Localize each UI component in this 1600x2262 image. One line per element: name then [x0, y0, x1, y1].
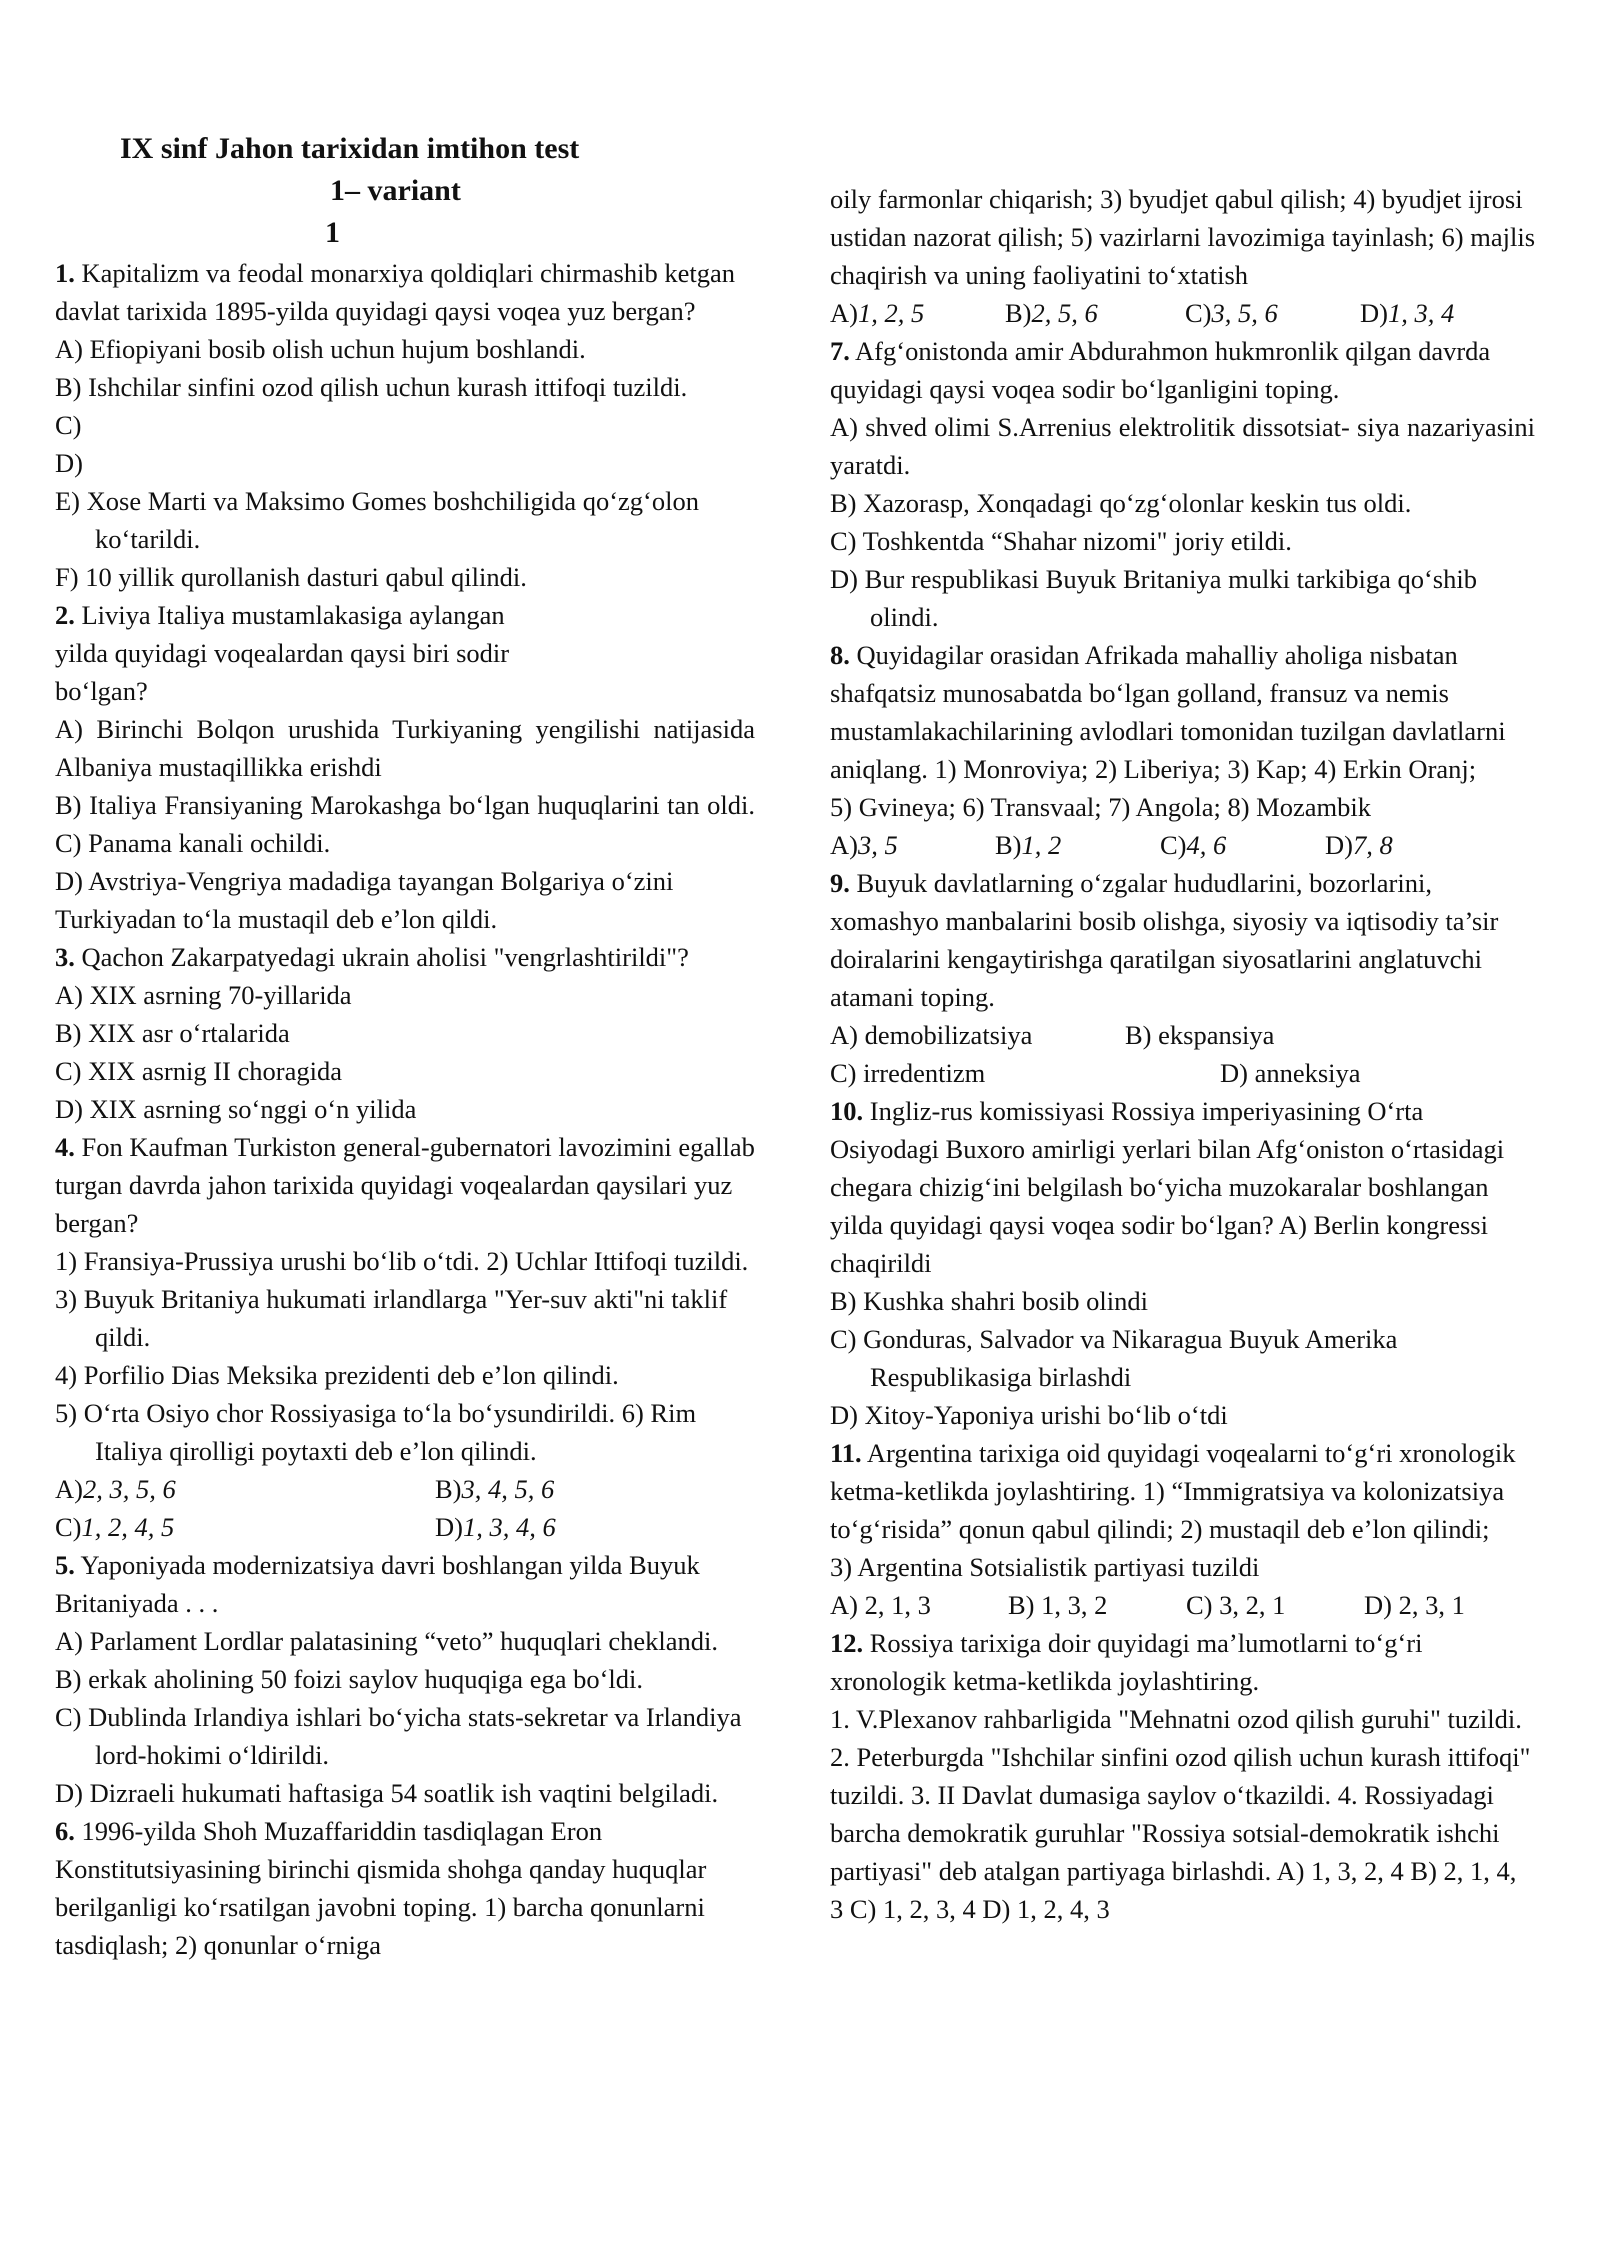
question-text: Afg‘onistonda amir Abdurahmon hukmronlik qilgan davrda quyidagi qaysi voqea sodir bo‘lganligini toping.: [830, 336, 1491, 404]
option-b: B) Kushka shahri bosib olindi: [830, 1286, 1148, 1316]
option-b: B) Ishchilar sinfini ozod qilish uchun kurash ittifoqi tuzildi.: [55, 372, 688, 402]
question-3: [55, 938, 755, 1128]
option-a: A) Parlament Lordlar palatasining “veto” huquqlari cheklandi.: [55, 1626, 719, 1656]
option-c: C) irredentizm: [830, 1058, 986, 1088]
option-c: C)1, 2, 4, 5: [55, 1512, 175, 1542]
question-text: Yaponiyada modernizatsiya davri boshlangan yilda Buyuk Britaniyada . . .: [55, 1550, 700, 1618]
option-d: D)7, 8: [1325, 830, 1393, 860]
question-number: 11.: [830, 1438, 862, 1468]
question-number: 9.: [830, 868, 850, 898]
option-b: B)2, 5, 6: [1005, 298, 1098, 328]
item-4: 4) Porfilio Dias Meksika prezidenti deb e’lon qilindi.: [55, 1360, 619, 1390]
question-items-line: 5) Gvineya; 6) Transvaal; 7) Angola; 8) Mozambik: [830, 792, 1371, 822]
option-c: C): [55, 410, 82, 440]
option-a: A)2, 3, 5, 6: [55, 1474, 176, 1504]
option-d: D)1, 3, 4, 6: [435, 1512, 556, 1542]
option-a: A)3, 5: [830, 830, 898, 860]
option-d: D) Avstriya-Vengriya madadiga tayangan Bolgariya o‘zini Turkiyadan to‘la mustaqil deb e’lon qildi.: [55, 866, 674, 934]
option-d: D) anneksiya: [1220, 1058, 1361, 1088]
option-c: C) Dublinda Irlandiya ishlari bo‘yicha stats-sekretar va Irlandiya lord-hokimi o‘ldirildi.: [55, 1702, 742, 1770]
question-number: 1.: [55, 258, 75, 288]
option-c: C) XIX asrnig II choragida: [55, 1056, 342, 1086]
question-text: Quyidagilar orasidan Afrikada mahalliy aholiga nisbatan shafqatsiz munosabatda bo‘lgan golland, fransuz va nemis mustamlakachilarining avlodlari tomonidan tuzilgan davlatlarni aniqlang. 1) Monroviya; 2) Liberiya; 3) Kap; 4) Erkin Oranj;: [830, 640, 1506, 784]
question-body-and-options: 1. V.Plexanov rahbarligida "Mehnatni ozod qilish guruhi" tuzildi. 2. Peterburgda "Ishchilar sinfini ozod qilish uchun kurash ittifoqi" tuzildi. 3. II Davlat dumasiga saylov o‘tkazildi. 4. Rossiyadagi barcha demokratik guruhlar "Rossiya sotsial-demokratik ishchi partiyasi" deb atalgan partiyaga birlashdi. A) 1, 3, 2, 4 B) 2, 1, 4, 3 C) 1, 2, 3, 4 D) 1, 2, 4, 3: [830, 1704, 1531, 1924]
question-item-3: 3) Argentina Sotsialistik partiyasi tuzildi: [830, 1552, 1260, 1582]
question-text: Liviya Italiya mustamlakasiga aylangan: [74, 600, 505, 630]
variant-label: 1– variant: [330, 174, 461, 207]
option-d: D): [55, 448, 83, 478]
question-number: 6.: [55, 1816, 75, 1846]
option-b: B)1, 2: [995, 830, 1062, 860]
question-text: Rossiya tarixiga doir quyidagi ma’lumotlarni to‘g‘ri xronologik ketma-ketlikda joylashtiring.: [830, 1628, 1423, 1696]
option-c: C) Toshkentda “Shahar nizomi" joriy etildi.: [830, 526, 1292, 556]
item-3: 3) Buyuk Britaniya hukumati irlandlarga "Yer-suv akti"ni taklif qildi.: [55, 1284, 728, 1352]
question-text-line: yilda quyidagi voqealardan qaysi biri sodir: [55, 638, 510, 668]
option-c: C) Gonduras, Salvador va Nikaragua Buyuk Amerika Respublikasiga birlashdi: [830, 1324, 1398, 1392]
question-number: 2.: [55, 600, 75, 630]
options-row-2: [830, 1054, 1535, 1092]
variant-number: 1: [325, 216, 340, 249]
option-a: A) Birinchi Bolqon urushida Turkiyaning yengilishi natijasida Albaniya mustaqillikka erishdi: [55, 714, 755, 782]
options-row: [830, 1586, 1535, 1624]
question-number: 10.: [830, 1096, 864, 1126]
left-column: [55, 128, 755, 1964]
question-10: [830, 1092, 1535, 1434]
question-number: 5.: [55, 1550, 75, 1580]
question-number: 3.: [55, 942, 75, 972]
question-text: Fon Kaufman Turkiston general-gubernatori lavozimini egallab turgan davrda jahon tarixida quyidagi voqealardan qaysilari yuz bergan?: [55, 1132, 755, 1238]
right-column: [830, 180, 1535, 1928]
option-a: A) demobilizatsiya: [830, 1020, 1033, 1050]
question-text: Argentina tarixiga oid quyidagi voqealarni to‘g‘ri xronologik ketma-ketlikda joylashtiring. 1) “Immigratsiya va kolonizatsiya to‘g‘risida” qonun qabul qilindi; 2) mustaqil deb e’lon qilindi;: [830, 1438, 1516, 1544]
option-a: A) XIX asrning 70-yillarida: [55, 980, 352, 1010]
question-text: Kapitalizm va feodal monarxiya qoldiqlari chirmashib ketgan davlat tarixida 1895-yilda quyidagi qaysi voqea yuz bergan?: [55, 258, 735, 326]
option-a: A) Efiopiyani bosib olish uchun hujum boshlandi.: [55, 334, 586, 364]
question-11: [830, 1434, 1535, 1624]
options-row: [830, 826, 1535, 864]
option-a: A) shved olimi S.Arrenius elektrolitik dissotsiat- siya nazariyasini yaratdi.: [830, 412, 1535, 480]
question-8: [830, 636, 1535, 864]
option-d: D) Bur respublikasi Buyuk Britaniya mulki tarkibiga qo‘shib olindi.: [830, 564, 1477, 632]
option-f: F) 10 yillik qurollanish dasturi qabul qilindi.: [55, 562, 527, 592]
option-a: A) 2, 1, 3: [830, 1590, 931, 1620]
question-2: [55, 596, 755, 938]
exam-title: IX sinf Jahon tarixidan imtihon test: [120, 132, 580, 165]
question-5: [55, 1546, 755, 1812]
item-1-2: 1) Fransiya-Prussiya urushi bo‘lib o‘tdi. 2) Uchlar Ittifoqi tuzildi.: [55, 1246, 749, 1276]
question-number: 7.: [830, 336, 850, 366]
question-text: 1996-yilda Shoh Muzaffariddin tasdiqlagan Eron Konstitutsiyasining birinchi qismida shohga qanday huquqlar berilganligi ko‘rsatilgan javobni toping. 1) barcha qonunlarni tasdiqlash; 2) qonunlar o‘rniga: [55, 1816, 707, 1960]
options-row-1: [55, 1470, 755, 1508]
question-9: [830, 864, 1535, 1092]
option-b: B) 1, 3, 2: [1008, 1590, 1108, 1620]
question-7: [830, 332, 1535, 636]
question-text-line: bo‘lgan?: [55, 676, 148, 706]
question-12: [830, 1624, 1535, 1928]
question-1: [55, 254, 755, 596]
question-text: Qachon Zakarpatyedagi ukrain aholisi "vengrlashtirildi"?: [74, 942, 689, 972]
option-c: C)4, 6: [1160, 830, 1227, 860]
option-b: B)3, 4, 5, 6: [435, 1474, 555, 1504]
option-d: D) 2, 3, 1: [1364, 1590, 1465, 1620]
question-text: Ingliz-rus komissiyasi Rossiya imperiyasining O‘rta Osiyodagi Buxoro amirligi yerlari bilan Afg‘oniston o‘rtasidagi chegara chizig‘ini belgilash bo‘yicha muzokaralar boshlangan yilda quyidagi qaysi voqea sodir bo‘lgan? A) Berlin kongressi chaqirildi: [830, 1096, 1505, 1278]
question-6: [55, 1812, 755, 1964]
option-b: B) ekspansiya: [1125, 1020, 1275, 1050]
options-row-1: [830, 1016, 1535, 1054]
question-6-continued: [830, 180, 1535, 332]
option-d: D) XIX asrning so‘nggi o‘n yilida: [55, 1094, 417, 1124]
option-b: B) Xazorasp, Xonqadagi qo‘zg‘olonlar keskin tus oldi.: [830, 488, 1412, 518]
option-c: C)3, 5, 6: [1185, 298, 1278, 328]
options-row-2: [55, 1508, 755, 1546]
option-c: C) 3, 2, 1: [1186, 1590, 1286, 1620]
option-b: B) erkak aholining 50 foizi saylov huquqiga ega bo‘ldi.: [55, 1664, 644, 1694]
question-number: 8.: [830, 640, 850, 670]
option-b: B) XIX asr o‘rtalarida: [55, 1018, 290, 1048]
question-text: Buyuk davlatlarning o‘zgalar hududlarini, bozorlarini, xomashyo manbalarini bosib olishga, siyosiy va iqtisodiy ta’sir doiralarini kengaytirishga qaratilgan siyosatlarini anglatuvchi atamani toping.: [830, 868, 1499, 1012]
question-text-continued: oily farmonlar chiqarish; 3) byudjet qabul qilish; 4) byudjet ijrosi ustidan nazorat qilish; 5) vazirlarni lavozimiga tayinlash; 6) majlis chaqirish va uning faoliyatini to‘xtatish: [830, 184, 1536, 290]
option-a: A)1, 2, 5: [830, 298, 925, 328]
option-e: E) Xose Marti va Maksimo Gomes boshchiligida qo‘zg‘olon ko‘tarildi.: [55, 486, 699, 554]
option-d: D)1, 3, 4: [1360, 298, 1455, 328]
question-number: 12.: [830, 1628, 864, 1658]
option-b-c: B) Italiya Fransiyaning Marokashga bo‘lgan huquqlarini tan oldi. C) Panama kanali ochildi.: [55, 790, 755, 858]
option-d: D) Xitoy-Yaponiya urishi bo‘lib o‘tdi: [830, 1400, 1228, 1430]
options-row: [830, 294, 1535, 332]
item-5-6: 5) O‘rta Osiyo chor Rossiyasiga to‘la bo‘ysundirildi. 6) Rim Italiya qirolligi poytaxti deb e’lon qilindi.: [55, 1398, 697, 1466]
option-d: D) Dizraeli hukumati haftasiga 54 soatlik ish vaqtini belgiladi.: [55, 1778, 719, 1808]
question-4: [55, 1128, 755, 1546]
question-number: 4.: [55, 1132, 75, 1162]
